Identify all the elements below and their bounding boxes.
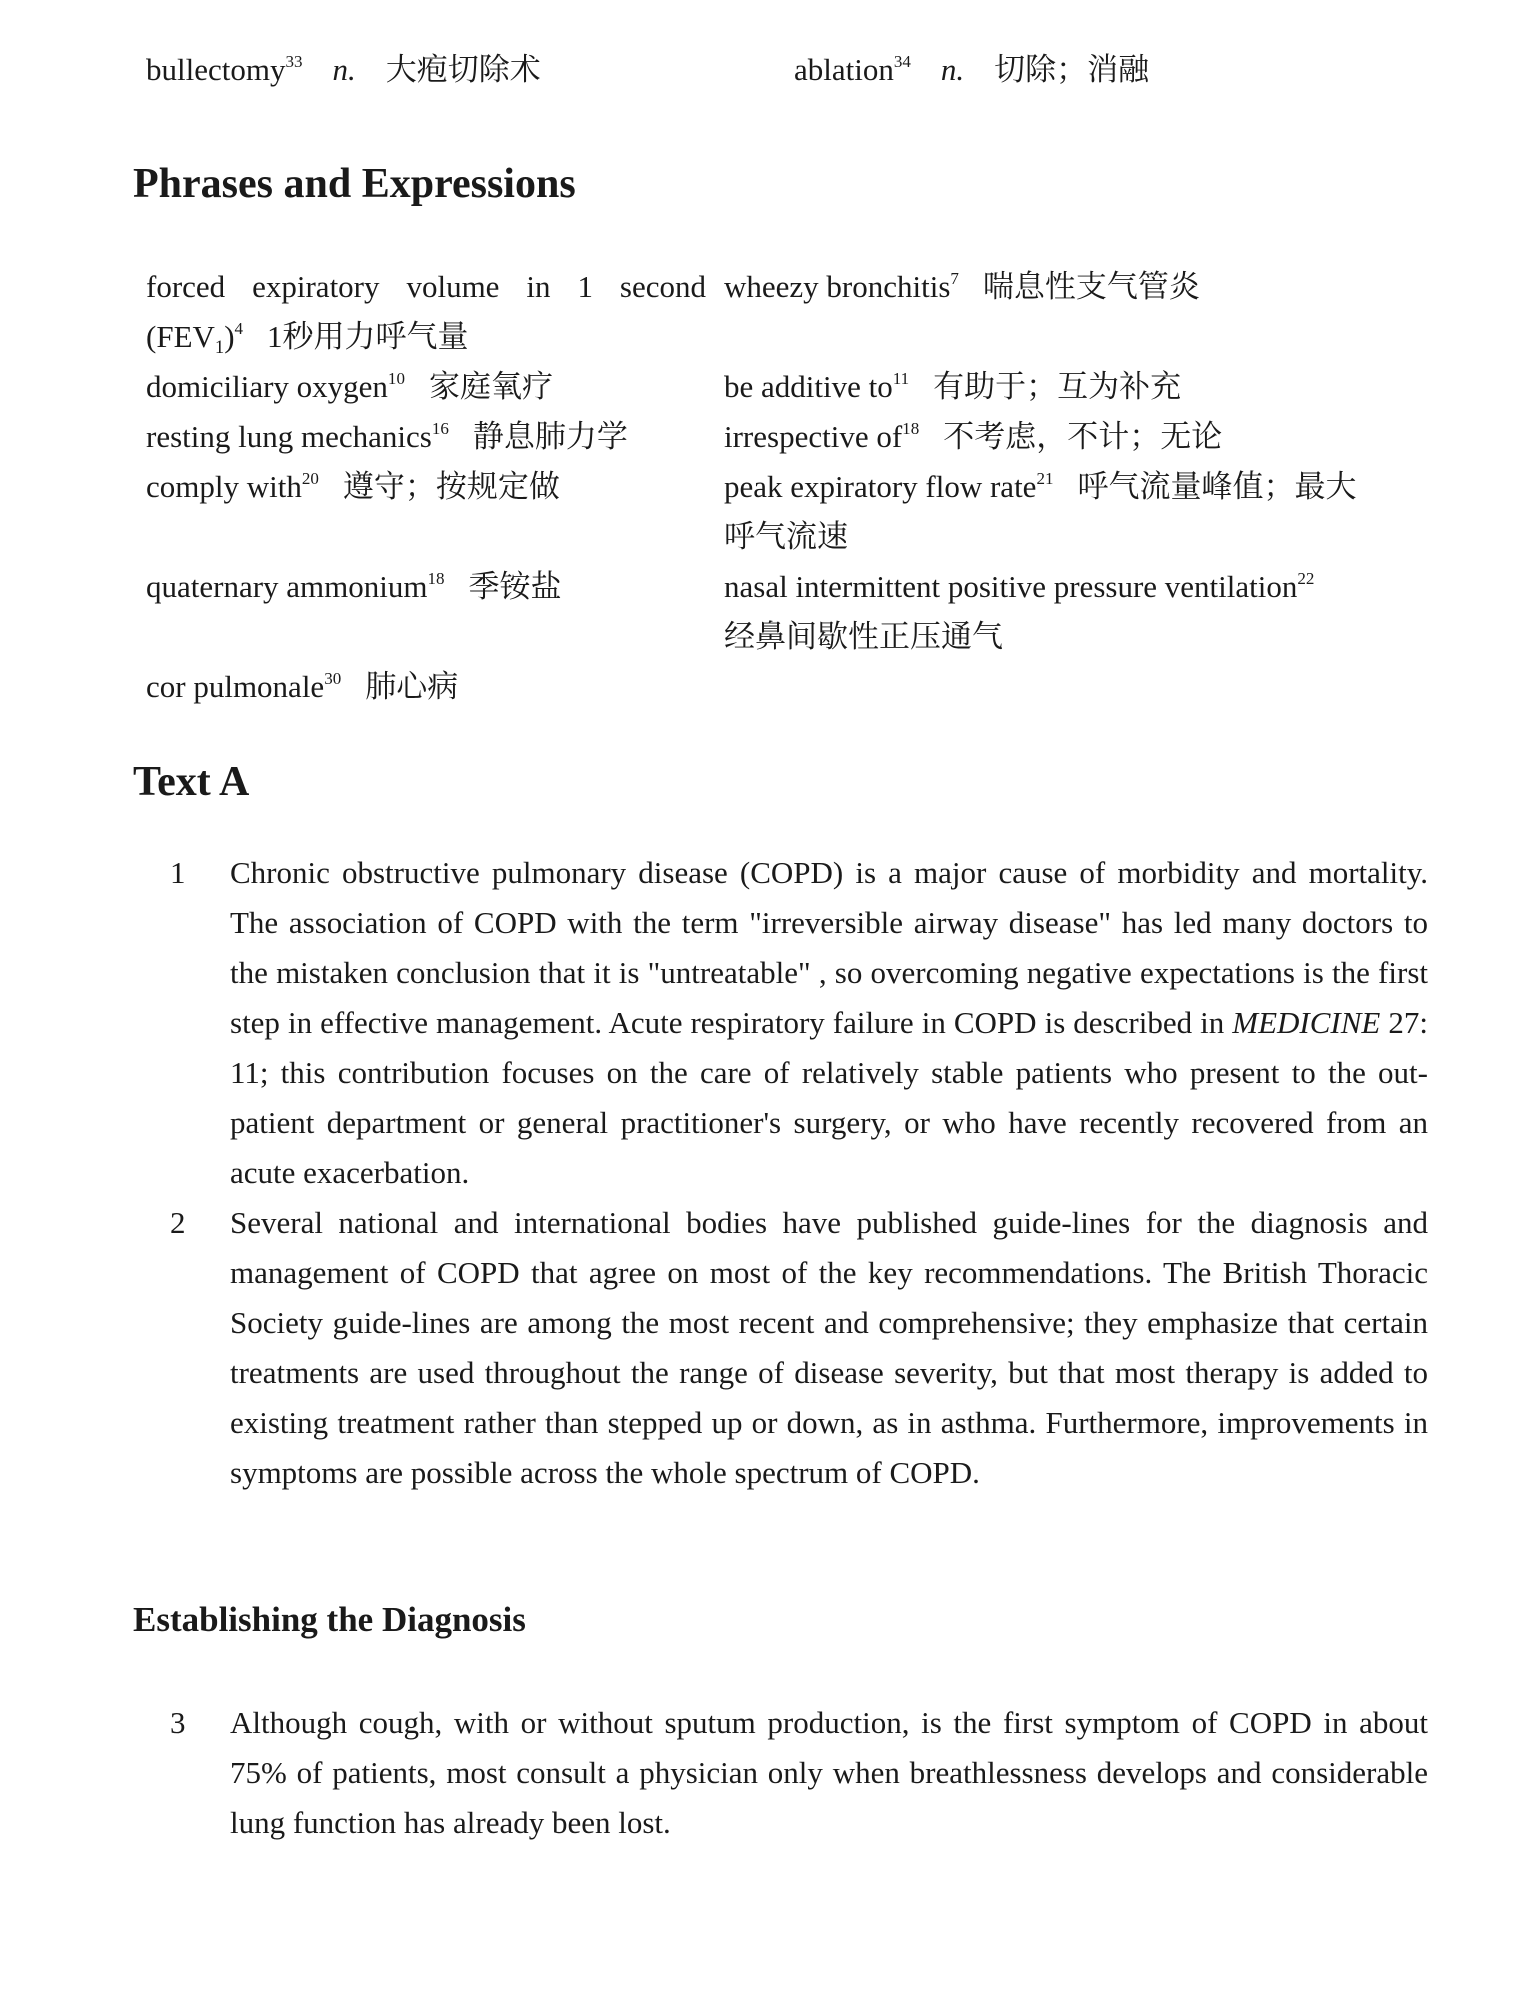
note-number: 11: [892, 369, 910, 389]
paragraph-3: [170, 1698, 1430, 1848]
part-of-speech: n.: [332, 52, 356, 87]
note-number: 21: [1036, 469, 1054, 489]
vocab-translation: 大疱切除术: [385, 52, 541, 87]
diagnosis-heading: Establishing the Diagnosis: [133, 1600, 526, 1639]
note-number: 18: [427, 569, 445, 589]
phrase-term: domiciliary oxygen: [146, 369, 388, 404]
text-a-heading: Text A: [133, 759, 250, 805]
phrase-domiciliary: [146, 362, 706, 412]
phrase-additive: [724, 362, 1424, 412]
phrase-term: forced expiratory volume in 1 second: [146, 269, 706, 304]
vocab-translation: 切除；消融: [994, 52, 1150, 87]
paragraph-1: [170, 848, 1430, 1198]
phrase-translation-continued: 呼气流速: [724, 519, 848, 554]
phrase-term: wheezy bronchitis: [724, 269, 951, 304]
phrase-fev: [146, 262, 706, 362]
phrase-term: quaternary ammonium: [146, 569, 428, 604]
phrase-term: peak expiratory flow rate: [724, 469, 1037, 504]
phrase-irrespective: [724, 412, 1424, 462]
phrase-nasal: [724, 562, 1424, 662]
note-number: 34: [893, 52, 911, 72]
note-number: 10: [387, 369, 405, 389]
phrase-translation: 季铵盐: [468, 569, 562, 604]
phrase-resting: [146, 412, 706, 462]
part-of-speech: n.: [940, 52, 965, 87]
note-number: 33: [285, 52, 303, 72]
paragraph-text: Several national and international bodies have published guide-lines for the diagnosis and management of COPD that agree on most of the key recommendations. The British Thoracic Society guide-lines are among the most recent and comprehensive; they emphasize that certain treatments are used throughout the range of disease severity, but that most therapy is added to existing treatment rather than stepped up or down, as in asthma. Furthermore, improvements in symptoms are possible across the whole spectrum of COPD.: [230, 1205, 1428, 1490]
paragraph-number: 3: [170, 1705, 186, 1740]
note-number: 22: [1297, 569, 1315, 589]
phrases-heading: Phrases and Expressions: [133, 161, 576, 207]
phrase-term: nasal intermittent positive pressure ventilation: [724, 569, 1298, 604]
phrase-wheezy: [724, 262, 1424, 312]
phrase-translation: 经鼻间歇性正压通气: [724, 619, 1003, 654]
paragraph-number: 1: [170, 855, 186, 890]
phrase-term: resting lung mechanics: [146, 419, 432, 454]
note-number: 4: [234, 319, 244, 339]
paragraph-2: [170, 1198, 1430, 1498]
subscript: 1: [214, 336, 225, 358]
phrase-translation: 家庭氧疗: [428, 369, 553, 404]
phrase-translation: 呼气流量峰值；最大: [1077, 469, 1357, 504]
note-number: 16: [431, 419, 449, 439]
phrase-translation: 遵守；按规定做: [342, 469, 560, 504]
note-number: 30: [324, 669, 342, 689]
phrase-translation: 肺心病: [365, 669, 459, 704]
note-number: 18: [902, 419, 920, 439]
phrase-cor-pulmonale: [146, 662, 706, 712]
phrase-translation: 不考虑，不计；无论: [943, 419, 1223, 454]
note-number: 7: [950, 269, 959, 289]
phrase-translation: 静息肺力学: [472, 419, 628, 454]
vocab-item-bullectomy: [146, 44, 541, 89]
phrase-term: comply with: [146, 469, 302, 504]
phrase-comply: [146, 462, 706, 512]
phrase-peak-flow: [724, 462, 1424, 562]
phrase-translation: 有助于；互为补充: [933, 369, 1182, 404]
phrase-translation: 1秒用力呼气量: [267, 319, 469, 354]
phrase-term: be additive to: [724, 369, 893, 404]
vocabulary-row: [146, 44, 1406, 94]
note-number: 20: [301, 469, 319, 489]
phrase-translation: 喘息性支气管炎: [982, 269, 1200, 304]
paragraph-text: Chronic obstructive pulmonary disease (COPD) is a major cause of morbidity and mortality. The association of COPD with the term "irreversible airway disease" has led many doctors to the mistaken conclusion that it is "untreatable" , so overcoming negative expectations is the first step in effective management. Acute respiratory failure in COPD is described in MEDICINE 27: 11; this contribution focuses on the care of relatively stable patients who present to the out-patient department or general practitioner's surgery, or who have recently recovered from an acute exacerbation.: [230, 855, 1428, 1190]
paragraph-text: Although cough, with or without sputum production, is the first symptom of COPD in about 75% of patients, most consult a physician only when breathlessness develops and considerable lung function has already been lost.: [230, 1705, 1428, 1840]
paragraph-number: 2: [170, 1205, 186, 1240]
vocab-word: ablation: [794, 52, 894, 87]
vocab-item-ablation: [794, 44, 1149, 89]
journal-name: MEDICINE: [1232, 1005, 1381, 1040]
phrase-term-continued: $(FEV_1)^4$ 1秒用力呼气量: [146, 319, 469, 358]
vocab-word: bullectomy: [146, 52, 286, 87]
phrase-term: cor pulmonale: [146, 669, 325, 704]
phrase-term: irrespective of: [724, 419, 903, 454]
phrase-quaternary: [146, 562, 706, 612]
